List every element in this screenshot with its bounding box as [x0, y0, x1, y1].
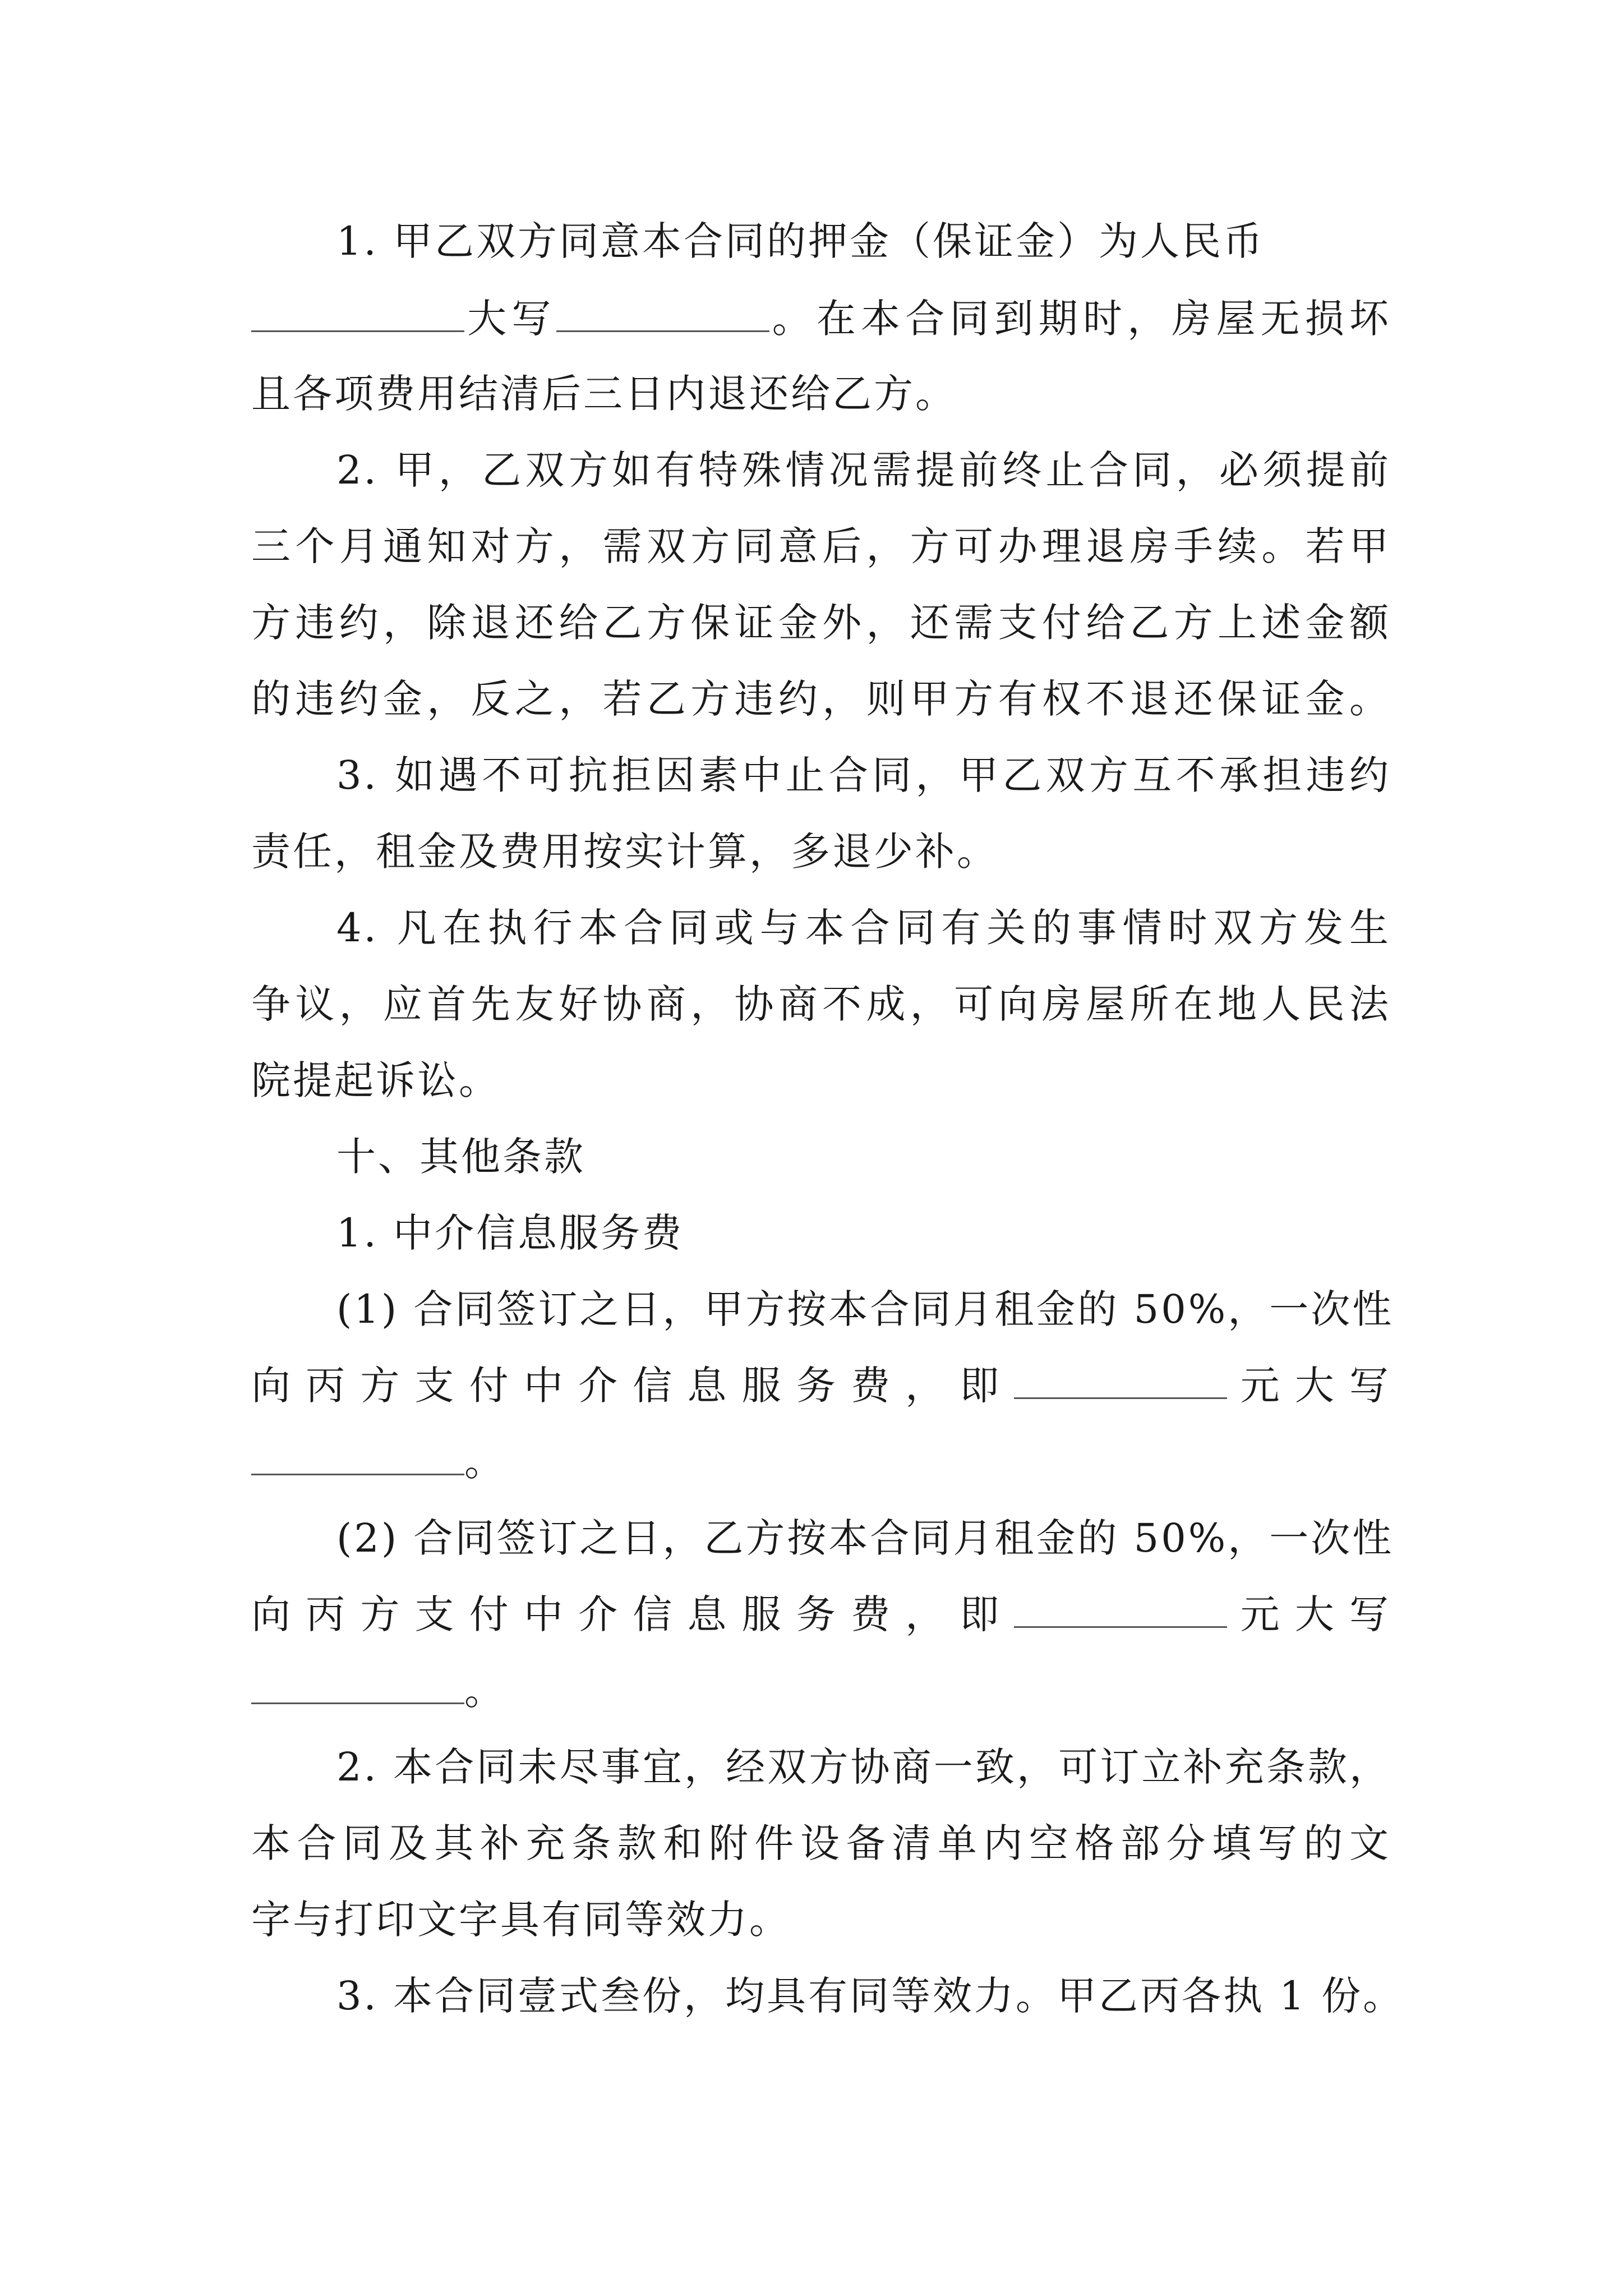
text: 2. 本合同未尽事宜，经双方协商一致，可订立补充条款， [336, 1744, 1391, 1790]
clause-2-line-4 [251, 671, 1391, 727]
text: 向丙方支付中介信息服务费，即 [251, 1363, 1015, 1409]
text: 大写 [464, 296, 556, 342]
text: 3. 如遇不可抗拒因素中止合同，甲乙双方互不承担违约 [336, 752, 1391, 798]
agency-fee-party-b-uppercase [251, 1663, 1391, 1719]
clause-3-force-majeure [336, 747, 1391, 803]
text: 。在本合同到期时，房屋无损坏 [769, 296, 1391, 342]
text: 。 [464, 1668, 506, 1714]
text: 1. 中介信息服务费 [336, 1210, 684, 1256]
party-a-fee-uppercase-blank[interactable] [251, 1440, 464, 1475]
clause-2-line-2 [251, 518, 1391, 574]
clause-4-line-3 [251, 1052, 1391, 1108]
clause-supplementary [336, 1739, 1391, 1795]
text: 十、其他条款 [336, 1134, 585, 1180]
clause-2-termination [336, 442, 1391, 498]
clause-4-line-2 [251, 976, 1391, 1032]
agency-fee-party-b [336, 1510, 1394, 1566]
clause-1-deposit [336, 213, 1391, 269]
agency-fee-party-a [336, 1281, 1394, 1337]
clause-supplementary-line-2 [251, 1815, 1391, 1871]
party-b-fee-blank[interactable] [1014, 1593, 1227, 1628]
text: 。 [464, 1439, 506, 1485]
text: 1. 甲乙双方同意本合同的押金（保证金）为人民币 [336, 218, 1265, 264]
text: 向丙方支付中介信息服务费，即 [251, 1591, 1015, 1637]
text: 元大写 [1227, 1591, 1391, 1637]
text: 的违约金，反之，若乙方违约，则甲方有权不退还保证金。 [251, 676, 1391, 722]
text: 争议，应首先友好协商，协商不成，可向房屋所在地人民法 [251, 981, 1391, 1027]
text: 元大写 [1227, 1363, 1391, 1409]
deposit-amount-line [251, 291, 1391, 347]
clause-supplementary-line-3 [251, 1892, 1391, 1948]
text: 方违约，除退还给乙方保证金外，还需支付给乙方上述金额 [251, 600, 1391, 646]
deposit-amount-uppercase-blank[interactable] [556, 297, 769, 332]
party-b-fee-uppercase-blank[interactable] [251, 1669, 464, 1704]
clause-2-line-3 [251, 595, 1391, 651]
text: 三个月通知对方，需双方同意后，方可办理退房手续。若甲 [251, 523, 1391, 569]
agency-fee-party-b-amount [251, 1586, 1391, 1642]
text: (2) 合同签订之日，乙方按本合同月租金的 50%，一次性 [336, 1515, 1394, 1561]
agency-fee-heading [336, 1205, 1391, 1261]
text: 且各项费用结清后三日内退还给乙方。 [251, 371, 957, 417]
deposit-return-line [251, 366, 1391, 422]
text: 本合同及其补充条款和附件设备清单内空格部分填写的文 [251, 1820, 1391, 1866]
clause-copies [336, 1968, 1405, 2024]
text: 责任，租金及费用按实计算，多退少补。 [251, 829, 998, 875]
agency-fee-party-a-uppercase [251, 1434, 1391, 1490]
text: 院提起诉讼。 [251, 1057, 500, 1103]
agency-fee-party-a-amount [251, 1358, 1391, 1414]
text: 3. 本合同壹式叁份，均具有同等效力。甲乙丙各执 1 份。 [336, 1973, 1405, 2019]
text: 4. 凡在执行本合同或与本合同有关的事情时双方发生 [336, 905, 1391, 951]
section-10-heading [336, 1129, 1391, 1185]
deposit-amount-blank[interactable] [251, 297, 464, 332]
text: 字与打印文字具有同等效力。 [251, 1897, 791, 1943]
clause-3-line-2 [251, 823, 1391, 880]
clause-4-dispute [336, 900, 1391, 956]
text: 2. 甲，乙双方如有特殊情况需提前终止合同，必须提前 [336, 447, 1391, 493]
party-a-fee-blank[interactable] [1014, 1364, 1227, 1399]
text: (1) 合同签订之日，甲方按本合同月租金的 50%，一次性 [336, 1286, 1394, 1332]
